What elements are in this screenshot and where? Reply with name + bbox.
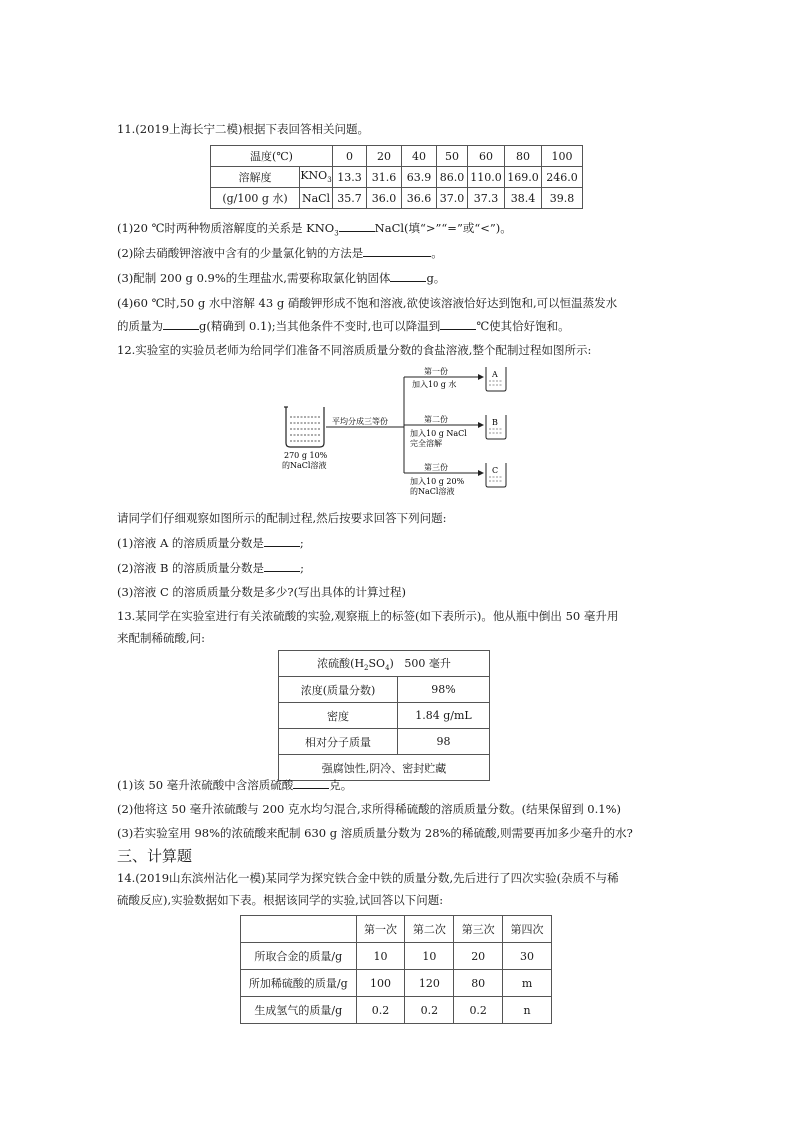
q13-label-table xyxy=(278,650,490,781)
kno3-label: $KNO_3$ xyxy=(300,167,333,188)
value-cell: n xyxy=(503,997,552,1024)
table-row xyxy=(241,970,552,997)
value-cell: 39.8 xyxy=(542,188,583,209)
row-label: 相对分子质量 xyxy=(279,729,398,755)
beaker-c-label: C xyxy=(492,466,499,475)
table-row xyxy=(211,146,583,167)
value-cell: 31.6 xyxy=(367,167,402,188)
value-cell: 37.3 xyxy=(468,188,505,209)
value-cell: 13.3 xyxy=(333,167,367,188)
header-cell: 温度(℃) xyxy=(211,146,333,167)
q11-part2: (2)除去硝酸钾溶液中含有的少量氯化钠的方法是 。 xyxy=(117,246,443,260)
row-label: 浓度(质量分数) xyxy=(279,677,398,703)
header-cell: 第三次 xyxy=(454,916,503,943)
temp-cell: 40 xyxy=(402,146,437,167)
value-cell: 30 xyxy=(503,943,552,970)
source-label-2: 的NaCl溶液 xyxy=(282,461,327,470)
table-row xyxy=(241,997,552,1024)
value-cell: 246.0 xyxy=(542,167,583,188)
q13-title-line1: 13.某同学在实验室进行有关浓硫酸的实验,观察瓶上的标签(如下表所示)。他从瓶中倒出 50 毫升用 xyxy=(117,609,619,623)
value-cell: 98 xyxy=(398,729,490,755)
answer-blank[interactable] xyxy=(339,220,375,232)
table-row xyxy=(279,651,490,677)
answer-blank[interactable] xyxy=(163,318,199,330)
answer-blank[interactable] xyxy=(440,318,476,330)
value-cell: 36.6 xyxy=(402,188,437,209)
table-row xyxy=(279,703,490,729)
value-cell: 10 xyxy=(356,943,405,970)
value-cell: 100 xyxy=(356,970,405,997)
source-beaker-icon xyxy=(284,407,324,447)
q14-data-table xyxy=(240,915,552,1024)
q12-intro: 请同学们仔细观察如图所示的配制过程,然后按要求回答下列问题: xyxy=(117,511,447,525)
value-cell: 0.2 xyxy=(356,997,405,1024)
answer-blank[interactable] xyxy=(390,270,426,282)
q12-diagram xyxy=(282,363,522,503)
q12-part3: (3)溶液 C 的溶质质量分数是多少?(写出具体的计算过程) xyxy=(117,585,407,599)
row-label: 溶解度 xyxy=(211,167,300,188)
warning-cell: 强腐蚀性,阴冷、密封贮藏 xyxy=(279,755,490,781)
header-cell: 第一次 xyxy=(356,916,405,943)
source-label-1: 270 g 10% xyxy=(284,451,328,460)
q13-title-line2: 来配制稀硫酸,问: xyxy=(117,631,206,645)
table-row xyxy=(241,943,552,970)
value-cell: 63.9 xyxy=(402,167,437,188)
q13-part2: (2)他将这 50 毫升浓硫酸与 200 克水均匀混合,求所得稀硫酸的溶质质量分数。(结果保留到 0.1%) xyxy=(117,802,621,816)
q13-part3: (3)若实验室用 98%的浓硫酸来配制 630 g 溶质质量分数为 28%的稀硫酸,则需要再加多少毫升的水? xyxy=(117,826,633,840)
table-row xyxy=(211,167,583,188)
beaker-b-icon xyxy=(486,415,506,439)
beaker-b-label: B xyxy=(492,418,498,427)
value-cell: 38.4 xyxy=(505,188,542,209)
q11-part4-line1: (4)60 ℃时,50 g 水中溶解 43 g 硝酸钾形成不饱和溶液,欲使该溶液恰好达到饱和,可以恒温蒸发水 xyxy=(117,296,618,310)
answer-blank[interactable] xyxy=(363,245,431,257)
part3-add1: 加入10 g 20% xyxy=(410,477,465,486)
part2-add2: 完全溶解 xyxy=(410,439,442,448)
value-cell: 37.0 xyxy=(437,188,468,209)
q14-title-line2: 硫酸反应),实验数据如下表。根据该同学的实验,试回答以下问题: xyxy=(117,893,444,907)
row-label: 生成氢气的质量/g xyxy=(241,997,357,1024)
value-cell: 1.84 g/mL xyxy=(398,703,490,729)
q11-title: 11.(2019上海长宁二模)根据下表回答相关问题。 xyxy=(117,122,370,136)
table-row xyxy=(211,188,583,209)
q11-solubility-table xyxy=(210,145,583,209)
row-label: 密度 xyxy=(279,703,398,729)
header-cell xyxy=(241,916,357,943)
q13-part1: (1)该 50 毫升浓硫酸中含溶质硫酸 克。 xyxy=(117,778,353,792)
part3-add2: 的NaCl溶液 xyxy=(410,487,455,496)
temp-cell: 100 xyxy=(542,146,583,167)
value-cell: 35.7 xyxy=(333,188,367,209)
value-cell: 169.0 xyxy=(505,167,542,188)
q11-part3: (3)配制 200 g 0.9%的生理盐水,需要称取氯化钠固体 g。 xyxy=(117,271,446,285)
temp-cell: 80 xyxy=(505,146,542,167)
q12-part1: (1)溶液 A 的溶质质量分数是 ; xyxy=(117,536,304,550)
value-cell: 36.0 xyxy=(367,188,402,209)
row-label: (g/100 g 水) xyxy=(211,188,300,209)
header-cell: 第二次 xyxy=(405,916,454,943)
value-cell: 98% xyxy=(398,677,490,703)
row-label: 所加稀硫酸的质量/g xyxy=(241,970,357,997)
table-row xyxy=(279,677,490,703)
q11-part4-line2: 的质量为 g(精确到 0.1);当其他条件不变时,也可以降温到 ℃使其恰好饱和。 xyxy=(117,319,570,333)
temp-cell: 60 xyxy=(468,146,505,167)
beaker-c-icon xyxy=(486,463,506,487)
part3-label: 第三份 xyxy=(424,463,448,472)
section-heading: 三、计算题 xyxy=(117,847,193,865)
header-cell: 第四次 xyxy=(503,916,552,943)
part1-label: 第一份 xyxy=(424,367,448,376)
value-cell: 20 xyxy=(454,943,503,970)
q12-part2: (2)溶液 B 的溶质质量分数是 ; xyxy=(117,561,304,575)
value-cell: 120 xyxy=(405,970,454,997)
value-cell: 86.0 xyxy=(437,167,468,188)
beaker-a-label: A xyxy=(492,370,498,379)
temp-cell: 20 xyxy=(367,146,402,167)
value-cell: 10 xyxy=(405,943,454,970)
table-row xyxy=(241,916,552,943)
value-cell: 110.0 xyxy=(468,167,505,188)
q11-part1: (1)20 ℃时两种物质溶解度的关系是 $KNO_3$ NaCl(填“>”“=”或“<”)。 xyxy=(117,221,512,238)
answer-blank[interactable] xyxy=(264,535,300,547)
part1-add: 加入10 g 水 xyxy=(412,380,457,389)
q12-title: 12.实验室的实验员老师为给同学们准备不同溶质质量分数的食盐溶液,整个配制过程如图所示: xyxy=(117,343,592,357)
answer-blank[interactable] xyxy=(293,777,329,789)
row-label: 所取合金的质量/g xyxy=(241,943,357,970)
beaker-a-icon xyxy=(486,367,506,391)
acid-name: 浓硫酸$(H_2SO_4)$ 500 毫升 xyxy=(279,651,490,677)
q14-title-line1: 14.(2019山东滨州沾化一模)某同学为探究铁合金中铁的质量分数,先后进行了四次实验(杂质不与稀 xyxy=(117,871,619,885)
value-cell: 0.2 xyxy=(405,997,454,1024)
part2-label: 第二份 xyxy=(424,415,448,424)
value-cell: 80 xyxy=(454,970,503,997)
value-cell: 0.2 xyxy=(454,997,503,1024)
split-label: 平均分成三等份 xyxy=(332,417,388,426)
table-row xyxy=(279,729,490,755)
nacl-label: NaCl xyxy=(300,188,333,209)
value-cell: m xyxy=(503,970,552,997)
part2-add1: 加入10 g NaCl xyxy=(410,429,467,438)
temp-cell: 0 xyxy=(333,146,367,167)
temp-cell: 50 xyxy=(437,146,468,167)
answer-blank[interactable] xyxy=(264,560,300,572)
